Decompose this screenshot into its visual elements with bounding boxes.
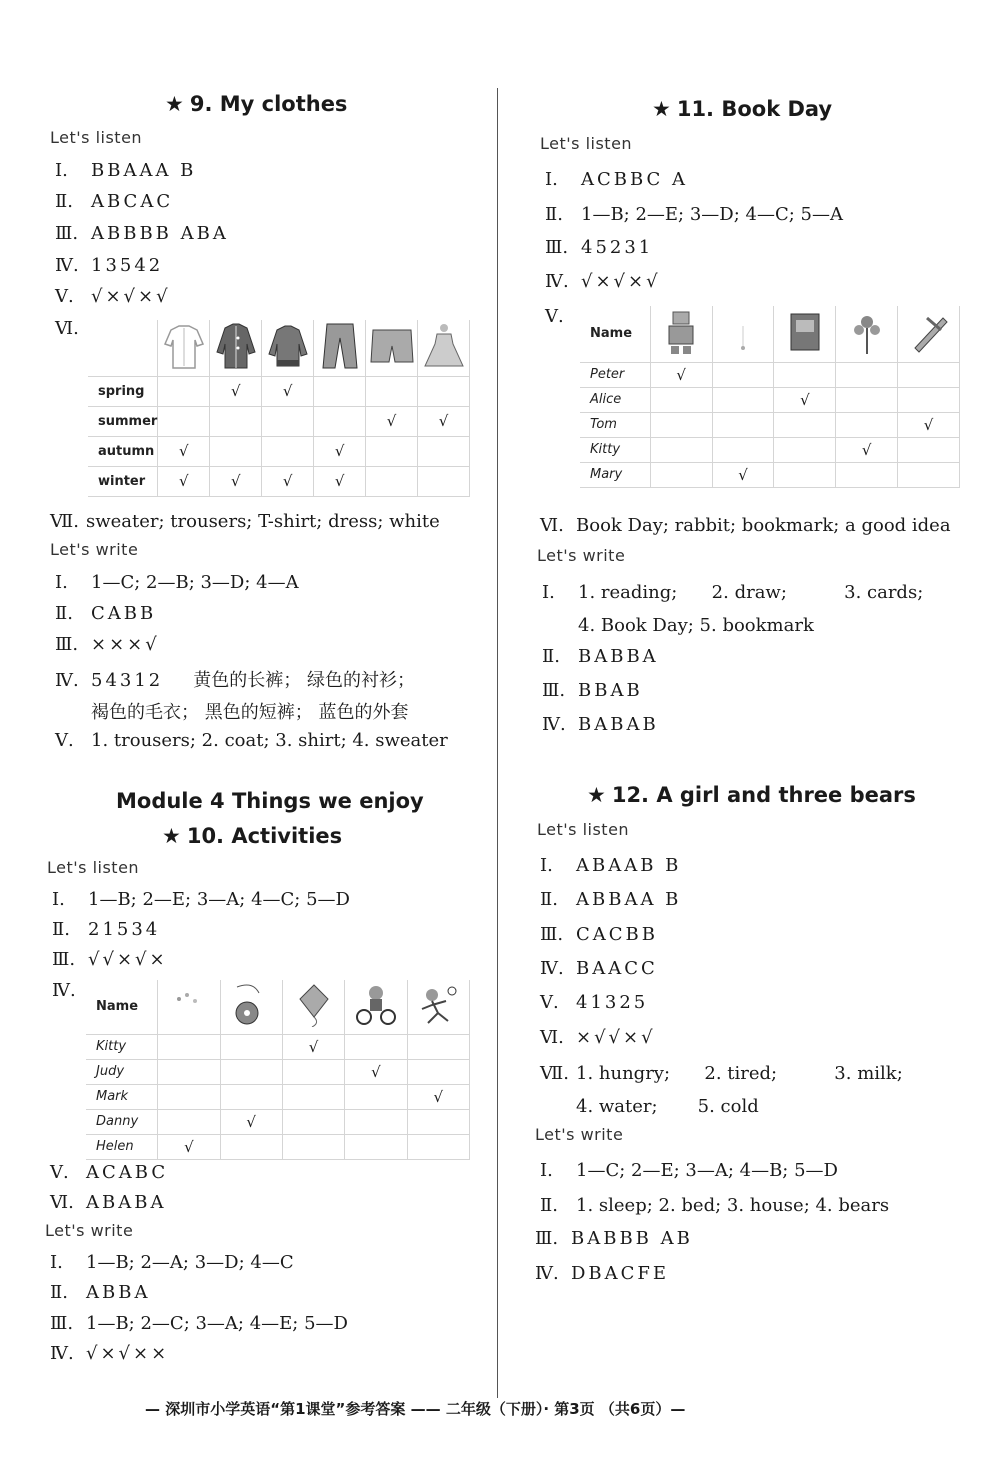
answer-line: Ⅶ. 1. hungry; 2. tired; 3. milk; [540, 1063, 903, 1084]
check-cell [282, 1084, 344, 1109]
row-label: Mark [86, 1084, 158, 1109]
answer-line: Ⅲ. √√×√× [52, 949, 168, 970]
check-cell: √ [158, 1134, 220, 1159]
check-cell [712, 437, 774, 462]
check-cell: √ [220, 1109, 282, 1134]
answer-line: Ⅰ. 1. reading; 2. draw; 3. cards; [542, 582, 924, 603]
section-listen: Let's listen [540, 134, 633, 153]
answer-line: Ⅰ. 1—C; 2—B; 3—D; 4—A [55, 572, 299, 593]
shirt-picture [158, 320, 210, 376]
section-listen: Let's listen [50, 128, 143, 147]
book-day-table [580, 306, 960, 488]
check-cell [158, 1034, 220, 1059]
shorts-picture [366, 320, 418, 376]
answer-line: Ⅲ. BABBB AB [535, 1228, 693, 1249]
check-cell: √ [262, 376, 314, 406]
check-cell: √ [158, 436, 210, 466]
check-cell [650, 462, 712, 487]
clothes-season-table [88, 320, 470, 497]
answer-line: Ⅰ. 1—C; 2—E; 3—A; 4—B; 5—D [540, 1160, 838, 1181]
answer-line-cont: 4. water; 5. cold [576, 1096, 759, 1117]
check-cell [898, 462, 960, 487]
check-cell [774, 437, 836, 462]
check-cell [836, 412, 898, 437]
row-label: winter [88, 466, 158, 496]
section-write: Let's write [45, 1221, 134, 1240]
coat-picture [210, 320, 262, 376]
row-label: Kitty [580, 437, 650, 462]
row-label: Alice [580, 387, 650, 412]
answer-line: Ⅶ. sweater; trousers; T-shirt; dress; white [50, 511, 440, 532]
answer-line: Ⅵ. Book Day; rabbit; bookmark; a good idea [540, 515, 951, 536]
check-cell [220, 1034, 282, 1059]
check-cell: √ [418, 406, 470, 436]
check-cell [836, 462, 898, 487]
row-label: Tom [580, 412, 650, 437]
answer-line-cont: 4. Book Day; 5. bookmark [578, 615, 814, 636]
check-cell: √ [366, 406, 418, 436]
check-cell: √ [712, 462, 774, 487]
check-cell [774, 362, 836, 387]
table-header-name: Name [580, 306, 650, 362]
check-cell [836, 387, 898, 412]
dress-picture [418, 320, 470, 376]
check-cell [418, 466, 470, 496]
check-cell [314, 376, 366, 406]
answer-line: Ⅰ. 1—B; 2—A; 3—D; 4—C [50, 1252, 294, 1273]
check-cell [712, 387, 774, 412]
check-cell: √ [345, 1059, 407, 1084]
answer-line: Ⅴ. ACABC [50, 1162, 169, 1183]
sweater-picture [262, 320, 314, 376]
check-cell [898, 437, 960, 462]
star-icon: ★ [652, 97, 671, 121]
check-cell [650, 437, 712, 462]
check-cell: √ [282, 1034, 344, 1059]
activities-table [86, 980, 470, 1160]
section-listen: Let's listen [537, 820, 630, 839]
check-cell: √ [898, 412, 960, 437]
check-cell [345, 1084, 407, 1109]
module-title: Module 4 Things we enjoy [116, 789, 424, 813]
answer-line: Ⅰ. 1—B; 2—E; 3—A; 4—C; 5—D [52, 889, 350, 910]
yoyo-picture [220, 980, 282, 1034]
check-cell [220, 1059, 282, 1084]
row-label: Mary [580, 462, 650, 487]
book-picture [774, 306, 836, 362]
unit-11-title: ★ 11. Book Day [652, 97, 833, 121]
check-cell [158, 1059, 220, 1084]
check-cell: √ [407, 1084, 469, 1109]
unit-9-title: ★ 9. My clothes [165, 92, 348, 116]
answer-line-label: Ⅴ. [545, 306, 564, 327]
flying-picture [158, 980, 220, 1034]
check-cell: √ [650, 362, 712, 387]
row-label: Peter [580, 362, 650, 387]
check-cell [898, 387, 960, 412]
check-cell: √ [836, 437, 898, 462]
answer-line: Ⅰ. BBAAA B [55, 160, 197, 181]
check-cell [366, 436, 418, 466]
star-icon: ★ [165, 92, 184, 116]
check-cell [898, 362, 960, 387]
check-cell [345, 1109, 407, 1134]
answer-line-cont: 褐色的毛衣； 黑色的短裤； 蓝色的外套 [91, 702, 409, 723]
answer-line: Ⅱ. ABBAA B [540, 889, 682, 910]
table-header-name: Name [86, 980, 158, 1034]
answer-line: Ⅲ. CACBB [540, 924, 658, 945]
kite-picture [282, 980, 344, 1034]
answer-line: Ⅱ. BABBA [542, 646, 659, 667]
check-cell [345, 1034, 407, 1059]
section-write: Let's write [50, 540, 139, 559]
answer-line: Ⅳ. BABAB [542, 714, 659, 735]
check-cell [262, 436, 314, 466]
row-label: Helen [86, 1134, 158, 1159]
answer-line: Ⅱ. CABB [55, 603, 157, 624]
answer-line: Ⅲ. 1—B; 2—C; 3—A; 4—E; 5—D [50, 1313, 348, 1334]
answer-line: Ⅱ. 21534 [52, 919, 161, 940]
answer-line: Ⅱ. ABCAC [55, 191, 174, 212]
bookmark-picture [898, 306, 960, 362]
section-write: Let's write [535, 1125, 624, 1144]
check-cell [158, 1084, 220, 1109]
answer-line-label: Ⅳ. [52, 980, 76, 1001]
check-cell: √ [210, 376, 262, 406]
section-listen: Let's listen [47, 858, 140, 877]
check-cell [220, 1084, 282, 1109]
check-cell: √ [158, 466, 210, 496]
check-cell [418, 436, 470, 466]
answer-line: Ⅵ. ABABA [50, 1192, 167, 1213]
answer-line: Ⅳ. BAACC [540, 958, 658, 979]
answer-line: Ⅱ. 1. sleep; 2. bed; 3. house; 4. bears [540, 1195, 890, 1216]
answer-line: Ⅴ. 41325 [540, 992, 649, 1013]
star-icon: ★ [162, 824, 181, 848]
check-cell [774, 462, 836, 487]
check-cell: √ [774, 387, 836, 412]
trousers-picture [314, 320, 366, 376]
bike-picture [345, 980, 407, 1034]
unit-12-title: ★ 12. A girl and three bears [587, 783, 916, 807]
check-cell [282, 1134, 344, 1159]
answer-line: Ⅱ. ABBA [50, 1282, 151, 1303]
check-cell [282, 1059, 344, 1084]
row-label: summer [88, 406, 158, 436]
check-cell [220, 1134, 282, 1159]
check-cell [650, 387, 712, 412]
row-label: Danny [86, 1109, 158, 1134]
check-cell [366, 376, 418, 406]
check-cell [262, 406, 314, 436]
page-footer: — 深圳市小学英语“第1课堂”参考答案 —— 二年级（下册）· 第3页 （共6页）— [145, 1400, 686, 1418]
row-label: autumn [88, 436, 158, 466]
answer-line: Ⅲ. ×××√ [55, 634, 160, 655]
check-cell [345, 1134, 407, 1159]
row-label: Kitty [86, 1034, 158, 1059]
unit-10-title: ★ 10. Activities [162, 824, 343, 848]
check-cell: √ [262, 466, 314, 496]
check-cell [366, 466, 418, 496]
check-cell: √ [210, 466, 262, 496]
check-cell [774, 412, 836, 437]
check-cell [712, 412, 774, 437]
column-divider [497, 88, 498, 1398]
check-cell [158, 1109, 220, 1134]
section-write: Let's write [537, 546, 626, 565]
check-cell [418, 376, 470, 406]
check-cell: √ [314, 436, 366, 466]
answer-line: Ⅱ. 1—B; 2—E; 3—D; 4—C; 5—A [545, 204, 843, 225]
check-cell [158, 376, 210, 406]
answer-line: Ⅰ. ACBBC A [545, 169, 689, 190]
small-item-picture [712, 306, 774, 362]
answer-line: Ⅲ. BBAB [542, 680, 643, 701]
check-cell [407, 1134, 469, 1159]
flower-picture [836, 306, 898, 362]
answer-line: Ⅴ. 1. trousers; 2. coat; 3. shirt; 4. sweater [55, 730, 448, 751]
answer-line: Ⅳ. 54312 黄色的长裤； 绿色的衬衫； [55, 670, 415, 691]
answer-line: Ⅳ. 13542 [55, 255, 164, 276]
answer-line: Ⅳ. √×√×√ [545, 271, 661, 292]
check-cell [158, 406, 210, 436]
check-cell [650, 412, 712, 437]
check-cell: √ [314, 466, 366, 496]
check-cell [210, 406, 262, 436]
check-cell [836, 362, 898, 387]
answer-line: Ⅴ. √×√×√ [55, 286, 171, 307]
answer-line: Ⅳ. DBACFE [535, 1263, 670, 1284]
answer-line: Ⅳ. √×√×× [50, 1343, 170, 1364]
check-cell [407, 1034, 469, 1059]
answer-line-label: Ⅵ. [55, 318, 79, 339]
star-icon: ★ [587, 783, 606, 807]
football-picture [407, 980, 469, 1034]
answer-line: Ⅲ. ABBBB ABA [55, 223, 229, 244]
check-cell [407, 1109, 469, 1134]
answer-line: Ⅰ. ABAAB B [540, 855, 682, 876]
check-cell [407, 1059, 469, 1084]
check-cell [712, 362, 774, 387]
answer-line: Ⅲ. 45231 [545, 237, 654, 258]
check-cell [282, 1109, 344, 1134]
row-label: Judy [86, 1059, 158, 1084]
row-label: spring [88, 376, 158, 406]
answer-line: Ⅵ. ×√√×√ [540, 1027, 656, 1048]
toy-robot-picture [650, 306, 712, 362]
check-cell [210, 436, 262, 466]
check-cell [314, 406, 366, 436]
